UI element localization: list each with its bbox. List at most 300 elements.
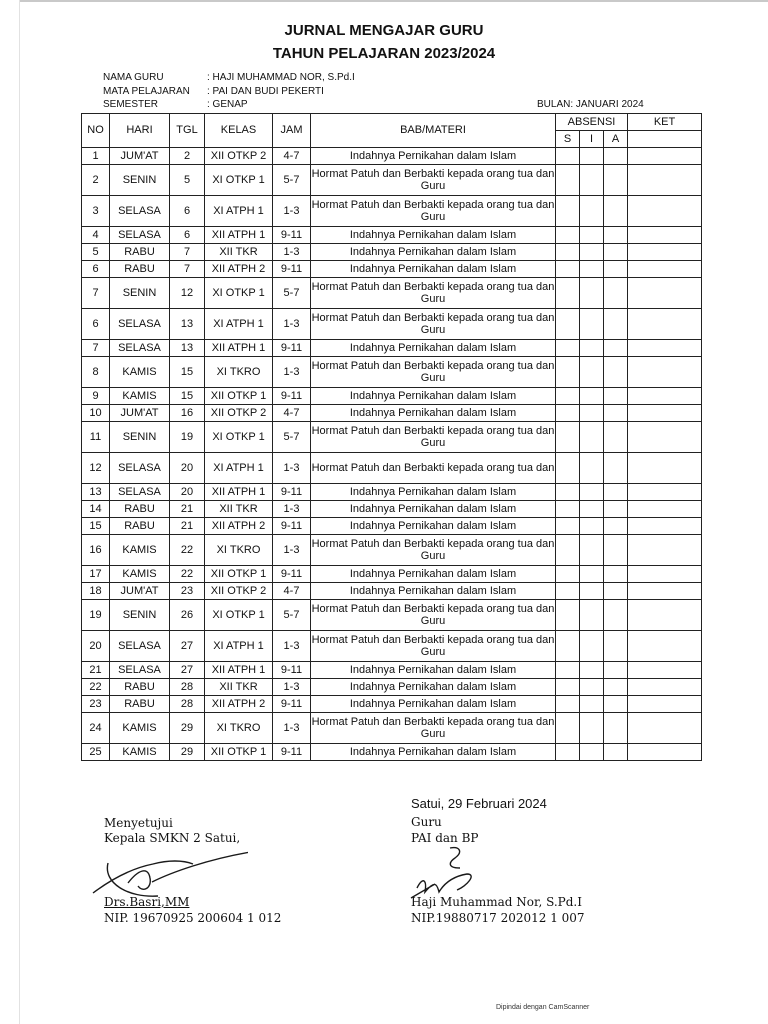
scanner-footer: Dipindai dengan CamScanner	[496, 1004, 590, 1011]
cell-no: 15	[82, 518, 110, 535]
table-row	[82, 340, 702, 357]
cell-no: 23	[82, 696, 110, 713]
cell-a	[604, 566, 628, 583]
col-header-ket-blank	[628, 131, 702, 148]
col-header-i: I	[580, 131, 604, 148]
cell-i	[580, 518, 604, 535]
cell-i	[580, 713, 604, 744]
cell-jam: 5-7	[273, 165, 311, 196]
cell-jam: 9-11	[273, 518, 311, 535]
cell-a	[604, 148, 628, 165]
meta-value: : GENAP	[207, 99, 248, 110]
cell-tgl: 13	[170, 340, 205, 357]
table-header-row	[82, 114, 702, 131]
cell-ket	[628, 518, 702, 535]
cell-s	[556, 165, 580, 196]
cell-jam: 4-7	[273, 148, 311, 165]
cell-no: 20	[82, 631, 110, 662]
cell-materi: Hormat Patuh dan Berbakti kepada orang tua dan Guru	[311, 600, 556, 631]
meta-bulan: BULAN: JANUARI 2024	[537, 99, 644, 110]
cell-tgl: 26	[170, 600, 205, 631]
cell-tgl: 23	[170, 583, 205, 600]
meta-value: : HAJI MUHAMMAD NOR, S.Pd.I	[207, 72, 355, 83]
cell-no: 7	[82, 278, 110, 309]
cell-jam: 1-3	[273, 535, 311, 566]
cell-jam: 1-3	[273, 679, 311, 696]
cell-materi: Hormat Patuh dan Berbakti kepada orang tua dan Guru	[311, 165, 556, 196]
cell-materi: Indahnya Pernikahan dalam Islam	[311, 518, 556, 535]
cell-i	[580, 484, 604, 501]
cell-tgl: 7	[170, 261, 205, 278]
headmaster-name: Drs.Basri,MM	[104, 895, 190, 909]
cell-hari: RABU	[110, 518, 170, 535]
cell-jam: 4-7	[273, 405, 311, 422]
cell-ket	[628, 713, 702, 744]
cell-tgl: 19	[170, 422, 205, 453]
cell-ket	[628, 566, 702, 583]
cell-jam: 1-3	[273, 453, 311, 484]
meta-value: : PAI DAN BUDI PEKERTI	[207, 86, 324, 97]
cell-a	[604, 309, 628, 340]
cell-i	[580, 679, 604, 696]
cell-hari: RABU	[110, 679, 170, 696]
cell-s	[556, 340, 580, 357]
cell-kelas: XI TKRO	[205, 357, 273, 388]
cell-materi: Indahnya Pernikahan dalam Islam	[311, 244, 556, 261]
cell-s	[556, 713, 580, 744]
cell-i	[580, 696, 604, 713]
cell-jam: 1-3	[273, 501, 311, 518]
cell-hari: KAMIS	[110, 566, 170, 583]
headmaster-signature	[68, 838, 248, 908]
page-left-edge	[19, 0, 20, 1024]
cell-materi: Hormat Patuh dan Berbakti kepada orang tua dan Guru	[311, 713, 556, 744]
cell-jam: 1-3	[273, 713, 311, 744]
cell-hari: SELASA	[110, 484, 170, 501]
cell-materi: Indahnya Pernikahan dalam Islam	[311, 484, 556, 501]
cell-kelas: XII TKR	[205, 501, 273, 518]
cell-kelas: XII OTKP 2	[205, 405, 273, 422]
cell-materi: Indahnya Pernikahan dalam Islam	[311, 405, 556, 422]
cell-materi: Indahnya Pernikahan dalam Islam	[311, 388, 556, 405]
cell-kelas: XII ATPH 2	[205, 696, 273, 713]
cell-hari: KAMIS	[110, 713, 170, 744]
cell-ket	[628, 696, 702, 713]
cell-i	[580, 631, 604, 662]
cell-hari: SELASA	[110, 453, 170, 484]
teacher-nip: NIP.19880717 202012 1 007	[411, 911, 585, 925]
cell-tgl: 15	[170, 388, 205, 405]
cell-s	[556, 501, 580, 518]
cell-kelas: XI OTKP 1	[205, 422, 273, 453]
cell-tgl: 20	[170, 484, 205, 501]
table-row	[82, 535, 702, 566]
cell-kelas: XII ATPH 2	[205, 261, 273, 278]
cell-s	[556, 227, 580, 244]
journal-table	[81, 113, 702, 761]
cell-ket	[628, 340, 702, 357]
cell-a	[604, 196, 628, 227]
cell-no: 13	[82, 484, 110, 501]
cell-s	[556, 422, 580, 453]
cell-a	[604, 340, 628, 357]
cell-no: 9	[82, 388, 110, 405]
cell-a	[604, 484, 628, 501]
teacher-role: Guru	[411, 815, 442, 829]
cell-ket	[628, 600, 702, 631]
cell-a	[604, 165, 628, 196]
cell-i	[580, 261, 604, 278]
col-header-s: S	[556, 131, 580, 148]
cell-materi: Indahnya Pernikahan dalam Islam	[311, 340, 556, 357]
col-header-hari: HARI	[110, 114, 170, 148]
cell-no: 6	[82, 309, 110, 340]
table-row	[82, 357, 702, 388]
cell-ket	[628, 148, 702, 165]
cell-kelas: XI ATPH 1	[205, 453, 273, 484]
cell-s	[556, 148, 580, 165]
cell-i	[580, 744, 604, 761]
cell-tgl: 29	[170, 744, 205, 761]
cell-i	[580, 244, 604, 261]
cell-i	[580, 388, 604, 405]
cell-jam: 4-7	[273, 583, 311, 600]
cell-no: 7	[82, 340, 110, 357]
cell-a	[604, 744, 628, 761]
cell-s	[556, 244, 580, 261]
cell-s	[556, 388, 580, 405]
cell-tgl: 27	[170, 631, 205, 662]
cell-kelas: XII OTKP 2	[205, 583, 273, 600]
col-header-absensi: ABSENSI	[556, 114, 628, 131]
cell-no: 17	[82, 566, 110, 583]
cell-ket	[628, 535, 702, 566]
cell-s	[556, 662, 580, 679]
cell-kelas: XI OTKP 1	[205, 600, 273, 631]
cell-hari: RABU	[110, 501, 170, 518]
cell-no: 21	[82, 662, 110, 679]
cell-materi: Indahnya Pernikahan dalam Islam	[311, 744, 556, 761]
cell-hari: SELASA	[110, 227, 170, 244]
cell-s	[556, 566, 580, 583]
cell-ket	[628, 405, 702, 422]
table-row	[82, 518, 702, 535]
cell-a	[604, 261, 628, 278]
cell-hari: KAMIS	[110, 388, 170, 405]
table-row	[82, 388, 702, 405]
cell-tgl: 12	[170, 278, 205, 309]
teacher-signature	[405, 840, 495, 905]
cell-tgl: 28	[170, 696, 205, 713]
table-row	[82, 261, 702, 278]
table-row	[82, 244, 702, 261]
cell-kelas: XII ATPH 1	[205, 340, 273, 357]
approval-position: Kepala SMKN 2 Satui,	[104, 831, 241, 845]
cell-hari: KAMIS	[110, 744, 170, 761]
journal-table-body	[82, 148, 702, 761]
teacher-subject: PAI dan BP	[411, 831, 479, 845]
cell-no: 6	[82, 261, 110, 278]
table-row	[82, 662, 702, 679]
cell-no: 3	[82, 196, 110, 227]
cell-a	[604, 679, 628, 696]
cell-s	[556, 453, 580, 484]
cell-hari: RABU	[110, 244, 170, 261]
cell-hari: RABU	[110, 261, 170, 278]
cell-ket	[628, 422, 702, 453]
cell-kelas: XII OTKP 1	[205, 566, 273, 583]
cell-a	[604, 405, 628, 422]
cell-i	[580, 566, 604, 583]
col-header-tgl: TGL	[170, 114, 205, 148]
cell-hari: JUM'AT	[110, 405, 170, 422]
cell-tgl: 20	[170, 453, 205, 484]
cell-jam: 5-7	[273, 278, 311, 309]
meta-label: NAMA GURU	[103, 72, 164, 83]
cell-materi: Hormat Patuh dan Berbakti kepada orang tua dan Guru	[311, 309, 556, 340]
cell-a	[604, 631, 628, 662]
cell-materi: Indahnya Pernikahan dalam Islam	[311, 696, 556, 713]
cell-a	[604, 278, 628, 309]
cell-jam: 9-11	[273, 696, 311, 713]
col-header-jam: JAM	[273, 114, 311, 148]
cell-kelas: XII ATPH 2	[205, 518, 273, 535]
cell-ket	[628, 744, 702, 761]
cell-hari: SENIN	[110, 165, 170, 196]
cell-a	[604, 453, 628, 484]
cell-tgl: 5	[170, 165, 205, 196]
cell-a	[604, 388, 628, 405]
cell-tgl: 28	[170, 679, 205, 696]
page-subtitle: TAHUN PELAJARAN 2023/2024	[272, 45, 496, 62]
cell-i	[580, 422, 604, 453]
cell-no: 2	[82, 165, 110, 196]
cell-ket	[628, 583, 702, 600]
cell-no: 16	[82, 535, 110, 566]
table-row	[82, 165, 702, 196]
cell-i	[580, 535, 604, 566]
cell-a	[604, 357, 628, 388]
cell-jam: 5-7	[273, 600, 311, 631]
cell-a	[604, 713, 628, 744]
cell-kelas: XI ATPH 1	[205, 631, 273, 662]
cell-i	[580, 662, 604, 679]
cell-s	[556, 261, 580, 278]
cell-no: 19	[82, 600, 110, 631]
cell-kelas: XII ATPH 1	[205, 227, 273, 244]
cell-i	[580, 196, 604, 227]
table-row	[82, 422, 702, 453]
meta-label: MATA PELAJARAN	[103, 86, 190, 97]
col-header-materi: BAB/MATERI	[311, 114, 556, 148]
cell-materi: Hormat Patuh dan Berbakti kepada orang tua dan Guru	[311, 278, 556, 309]
cell-tgl: 29	[170, 713, 205, 744]
table-row	[82, 309, 702, 340]
cell-i	[580, 357, 604, 388]
cell-kelas: XI OTKP 1	[205, 278, 273, 309]
cell-hari: SELASA	[110, 662, 170, 679]
cell-kelas: XII OTKP 2	[205, 148, 273, 165]
table-row	[82, 405, 702, 422]
cell-hari: SELASA	[110, 309, 170, 340]
cell-ket	[628, 165, 702, 196]
cell-s	[556, 679, 580, 696]
signature-date: Satui, 29 Februari 2024	[411, 796, 547, 811]
cell-kelas: XII TKR	[205, 679, 273, 696]
cell-materi: Hormat Patuh dan Berbakti kepada orang tua dan Guru	[311, 357, 556, 388]
cell-jam: 9-11	[273, 227, 311, 244]
table-row	[82, 453, 702, 484]
table-row	[82, 484, 702, 501]
cell-no: 4	[82, 227, 110, 244]
cell-jam: 1-3	[273, 357, 311, 388]
cell-s	[556, 278, 580, 309]
cell-no: 24	[82, 713, 110, 744]
cell-tgl: 2	[170, 148, 205, 165]
cell-no: 12	[82, 453, 110, 484]
cell-tgl: 21	[170, 501, 205, 518]
cell-hari: JUM'AT	[110, 148, 170, 165]
cell-jam: 9-11	[273, 484, 311, 501]
cell-jam: 9-11	[273, 340, 311, 357]
cell-tgl: 22	[170, 535, 205, 566]
cell-s	[556, 744, 580, 761]
cell-kelas: XII ATPH 1	[205, 662, 273, 679]
table-row	[82, 679, 702, 696]
cell-a	[604, 662, 628, 679]
cell-ket	[628, 388, 702, 405]
cell-materi: Indahnya Pernikahan dalam Islam	[311, 227, 556, 244]
cell-ket	[628, 662, 702, 679]
cell-jam: 1-3	[273, 244, 311, 261]
cell-i	[580, 501, 604, 518]
cell-a	[604, 696, 628, 713]
meta-nama-guru	[103, 72, 355, 83]
cell-tgl: 22	[170, 566, 205, 583]
cell-materi: Indahnya Pernikahan dalam Islam	[311, 261, 556, 278]
cell-jam: 9-11	[273, 261, 311, 278]
cell-i	[580, 227, 604, 244]
table-row	[82, 744, 702, 761]
table-row	[82, 600, 702, 631]
page-top-edge	[19, 0, 768, 2]
headmaster-nip: NIP. 19670925 200604 1 012	[104, 911, 282, 925]
cell-ket	[628, 501, 702, 518]
table-row	[82, 583, 702, 600]
cell-a	[604, 518, 628, 535]
cell-a	[604, 227, 628, 244]
cell-tgl: 13	[170, 309, 205, 340]
cell-no: 25	[82, 744, 110, 761]
cell-hari: SELASA	[110, 631, 170, 662]
cell-hari: SENIN	[110, 278, 170, 309]
cell-s	[556, 696, 580, 713]
cell-no: 11	[82, 422, 110, 453]
cell-materi: Hormat Patuh dan Berbakti kepada orang tua dan	[311, 453, 556, 484]
cell-no: 22	[82, 679, 110, 696]
cell-hari: KAMIS	[110, 357, 170, 388]
cell-kelas: XI TKRO	[205, 713, 273, 744]
cell-i	[580, 583, 604, 600]
cell-no: 8	[82, 357, 110, 388]
cell-ket	[628, 679, 702, 696]
cell-no: 5	[82, 244, 110, 261]
table-row	[82, 148, 702, 165]
cell-s	[556, 600, 580, 631]
meta-semester	[103, 99, 248, 110]
cell-ket	[628, 453, 702, 484]
cell-s	[556, 583, 580, 600]
cell-hari: SELASA	[110, 196, 170, 227]
teacher-name: Haji Muhammad Nor, S.Pd.I	[411, 895, 582, 909]
cell-tgl: 27	[170, 662, 205, 679]
cell-materi: Indahnya Pernikahan dalam Islam	[311, 662, 556, 679]
cell-kelas: XI TKRO	[205, 535, 273, 566]
cell-ket	[628, 196, 702, 227]
cell-ket	[628, 309, 702, 340]
cell-s	[556, 357, 580, 388]
cell-ket	[628, 278, 702, 309]
cell-kelas: XII ATPH 1	[205, 484, 273, 501]
col-header-kelas: KELAS	[205, 114, 273, 148]
cell-s	[556, 196, 580, 227]
cell-tgl: 6	[170, 196, 205, 227]
table-row	[82, 501, 702, 518]
cell-materi: Indahnya Pernikahan dalam Islam	[311, 148, 556, 165]
cell-kelas: XI ATPH 1	[205, 196, 273, 227]
table-row	[82, 631, 702, 662]
cell-a	[604, 501, 628, 518]
cell-ket	[628, 227, 702, 244]
cell-hari: SENIN	[110, 600, 170, 631]
cell-jam: 1-3	[273, 309, 311, 340]
cell-i	[580, 165, 604, 196]
meta-mata-pelajaran	[103, 86, 324, 97]
cell-tgl: 16	[170, 405, 205, 422]
cell-materi: Indahnya Pernikahan dalam Islam	[311, 501, 556, 518]
cell-hari: JUM'AT	[110, 583, 170, 600]
cell-kelas: XII OTKP 1	[205, 744, 273, 761]
table-row	[82, 713, 702, 744]
cell-jam: 1-3	[273, 196, 311, 227]
cell-tgl: 7	[170, 244, 205, 261]
cell-materi: Indahnya Pernikahan dalam Islam	[311, 583, 556, 600]
cell-jam: 5-7	[273, 422, 311, 453]
cell-jam: 9-11	[273, 566, 311, 583]
cell-hari: SENIN	[110, 422, 170, 453]
cell-s	[556, 484, 580, 501]
col-header-ket: KET	[628, 114, 702, 131]
cell-jam: 9-11	[273, 388, 311, 405]
cell-i	[580, 309, 604, 340]
cell-tgl: 6	[170, 227, 205, 244]
cell-jam: 1-3	[273, 631, 311, 662]
cell-i	[580, 405, 604, 422]
page-title: JURNAL MENGAJAR GURU	[284, 22, 484, 39]
cell-a	[604, 600, 628, 631]
cell-no: 10	[82, 405, 110, 422]
cell-ket	[628, 484, 702, 501]
cell-s	[556, 631, 580, 662]
cell-hari: RABU	[110, 696, 170, 713]
cell-ket	[628, 261, 702, 278]
table-row	[82, 566, 702, 583]
cell-a	[604, 583, 628, 600]
cell-jam: 9-11	[273, 662, 311, 679]
table-row	[82, 696, 702, 713]
cell-ket	[628, 357, 702, 388]
cell-s	[556, 518, 580, 535]
